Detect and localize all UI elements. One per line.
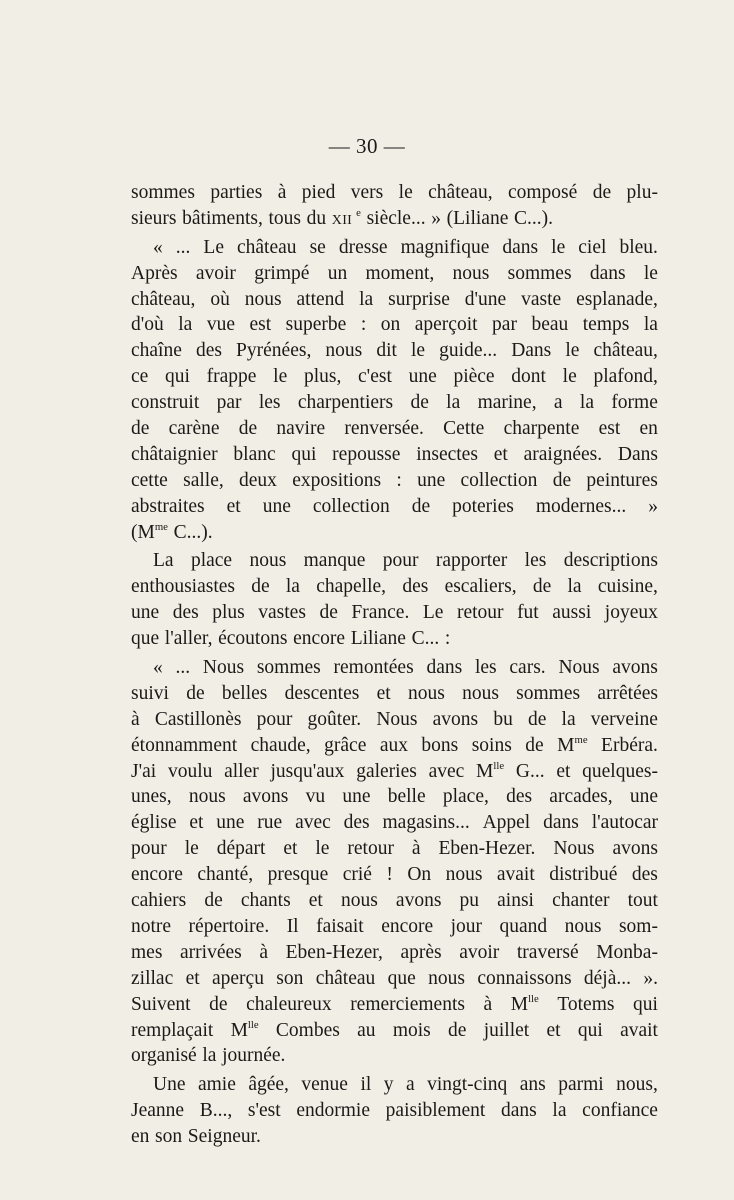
text-line: cette salle, deux expositions : une collection de peintures: [131, 469, 658, 491]
text-line: Une amie âgée, venue il y a vingt-cinq ans parmi nous,: [153, 1074, 658, 1096]
text-line: abstraites et une collection de poteries modernes... »: [131, 495, 658, 517]
text-line: unes, nous avons vu une belle place, des arcades, une: [131, 786, 658, 808]
text-line: en son Seigneur.: [131, 1126, 261, 1148]
text-line: que l'aller, écoutons encore Liliane C... :: [131, 628, 451, 650]
paragraph: [131, 1072, 658, 1150]
text-line: mes arrivées à Eben-Hezer, après avoir traversé Monba-: [131, 941, 658, 963]
body-text: [131, 180, 658, 1150]
text-line: construit par les charpentiers de la marine, a la forme: [131, 392, 658, 414]
text-line: Suivent de chaleureux remerciements à $M^{lle}$ Totems qui: [131, 992, 658, 1015]
text-line: organisé la journée.: [131, 1045, 286, 1067]
text-line: remplaçait $M^{lle}$ Combes au mois de juillet et qui avait: [131, 1018, 658, 1041]
paragraph: [131, 548, 658, 652]
text-line: étonnamment chaude, grâce aux bons soins de $M^{me}$ Erbéra.: [131, 733, 658, 756]
text-line: notre répertoire. Il faisait encore jour quand nous som-: [131, 915, 658, 937]
paragraph: [131, 235, 658, 546]
text-line: châtaignier blanc qui repousse insectes et araignées. Dans: [131, 443, 658, 465]
text-line: zillac et aperçu son château que nous connaissons déjà... ».: [131, 967, 658, 989]
text-line: ($M^{me}$ C...).: [131, 520, 213, 543]
text-line: de carène de navire renversée. Cette charpente est en: [131, 418, 658, 440]
text-line: ce qui frappe le plus, c'est une pièce dont le plafond,: [131, 366, 658, 388]
paragraph: [131, 655, 658, 1069]
text-line: Après avoir grimpé un moment, nous sommes dans le: [131, 262, 658, 284]
text-line: enthousiastes de la chapelle, des escaliers, de la cuisine,: [131, 576, 658, 598]
paragraph: [131, 180, 658, 232]
page-number: — 30 —: [328, 134, 406, 158]
text-line: sieurs bâtiments, tous du XII $^e$ siècle... » (Liliane C...).: [131, 206, 553, 229]
text-line: d'où la vue est superbe : on aperçoit par beau temps la: [131, 314, 658, 336]
text-line: suivi de belles descentes et nous nous sommes arrêtées: [131, 682, 658, 704]
text-line: à Castillonès pour goûter. Nous avons bu de la verveine: [131, 708, 658, 730]
text-line: église et une rue avec des magasins... Appel dans l'autocar: [131, 812, 658, 834]
text-line: pour le départ et le retour à Eben-Hezer. Nous avons: [131, 838, 658, 860]
text-line: sommes parties à pied vers le château, composé de plu-: [131, 182, 658, 203]
text-line: J'ai voulu aller jusqu'aux galeries avec $M^{lle}$ G... et quelques-: [131, 759, 658, 782]
text-line: une des plus vastes de France. Le retour fut aussi joyeux: [131, 602, 658, 624]
text-line: encore chanté, presque crié ! On nous avait distribué des: [131, 864, 658, 886]
text-line: « ... Nous sommes remontées dans les cars. Nous avons: [153, 657, 658, 679]
text-line: cahiers de chants et nous avons pu ainsi chanter tout: [131, 890, 658, 912]
text-line: chaîne des Pyrénées, nous dit le guide... Dans le château,: [131, 340, 658, 362]
text-line: « ... Le château se dresse magnifique dans le ciel bleu.: [153, 236, 658, 258]
text-line: La place nous manque pour rapporter les descriptions: [153, 550, 658, 572]
text-line: Jeanne B..., s'est endormie paisiblement dans la confiance: [131, 1100, 658, 1122]
text-line: château, où nous attend la surprise d'une vaste esplanade,: [131, 288, 658, 310]
